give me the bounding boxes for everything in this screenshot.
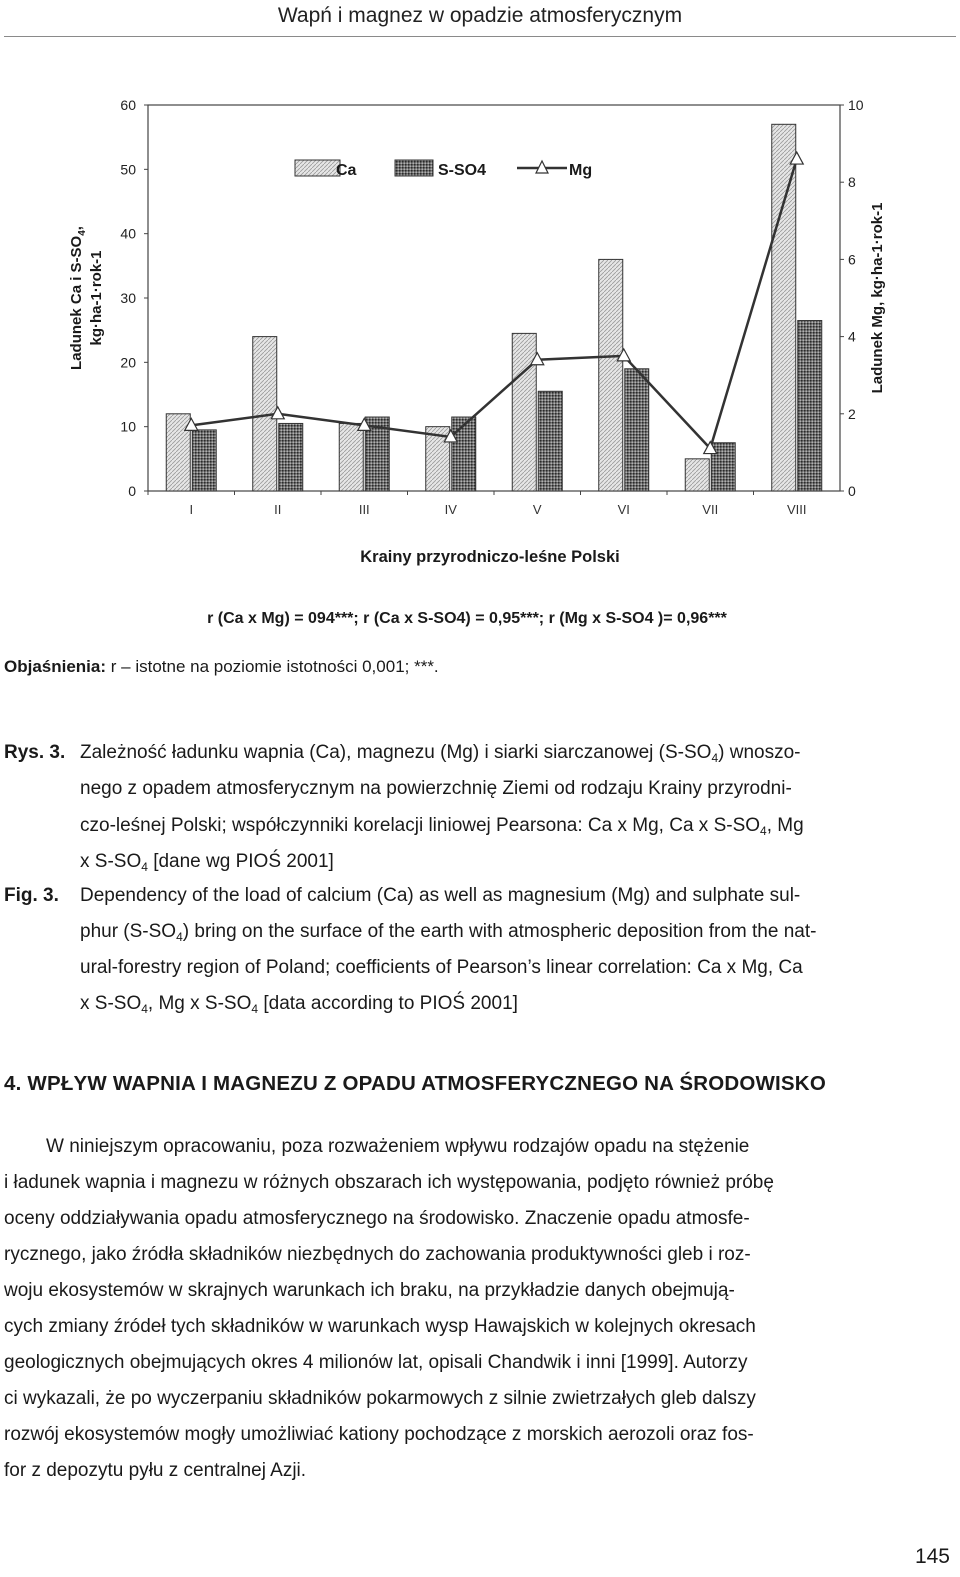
bar-line-chart: [0, 80, 960, 640]
x-tick-label: VI: [617, 502, 630, 517]
legend-label-mg: Mg: [569, 162, 593, 179]
legend-swatch-ca: [295, 160, 340, 176]
caption-en-line4-mid: , Mg x S-SO: [147, 993, 252, 1014]
caption-en-line4: x S-SO: [80, 993, 142, 1014]
subscript-4: 4: [760, 824, 767, 838]
caption-pl-line2: nego z opadem atmosferycznym na powierzchnię Ziemi od rodzaju Krainy przyrodni-: [80, 778, 792, 799]
y-left-tick-label: 60: [120, 97, 136, 113]
x-tick-label: VIII: [786, 502, 807, 517]
y-right-tick-label: 8: [848, 174, 856, 191]
bar-so4: [279, 423, 303, 491]
body-paragraph: [4, 1136, 952, 1496]
body-line: cych zmiany źródeł tych składników w warunkach wysp Hawajskich w kolejnych okresach: [4, 1316, 756, 1337]
x-axis-label: Krainy przyrodniczo-leśne Polski: [360, 548, 620, 566]
subscript-4: 4: [711, 751, 719, 765]
caption-en-line1: Dependency of the load of calcium (Ca) as well as magnesium (Mg) and sulphate sul-: [80, 885, 801, 906]
bar-so4: [625, 369, 649, 491]
x-tick-label: V: [532, 502, 542, 517]
body-line: rozwój ekosystemów mogły umożliwiać kationy pochodzące z morskich aerozoli oraz fos-: [4, 1424, 754, 1445]
body-line: rycznego, jako źródła składników niezbędnych do zachowania produktywności gleb i roz-: [4, 1244, 751, 1265]
y-right-tick-label: 0: [848, 483, 856, 499]
y-left-tick-label: 40: [120, 225, 136, 242]
y-axis-right-label: [869, 203, 886, 394]
bar-ca: [599, 259, 623, 491]
x-tick-label: II: [274, 502, 282, 517]
bar-ca: [772, 124, 796, 491]
x-tick-label: I: [189, 502, 194, 517]
subscript-4: 4: [176, 930, 183, 944]
explanation-text: r – istotne na poziomie istotności 0,001; ***.: [106, 657, 439, 676]
y-left-tick-label: 20: [120, 354, 136, 371]
y-left-tick-label: 0: [128, 483, 136, 499]
explanation-label: Objaśnienia:: [4, 657, 107, 676]
x-tick-label: III: [358, 502, 370, 517]
caption-pl-line1: Zależność ładunku wapnia (Ca), magnezu (Mg) i siarki siarczanowej (S-SO: [80, 742, 712, 763]
caption-pl-line3-end: , Mg: [766, 815, 804, 836]
caption-pl-line1-end: ) wnoszo-: [718, 742, 801, 763]
y-right-tick-label: 2: [848, 405, 856, 422]
plot-frame: [148, 105, 840, 491]
body-line: oceny oddziaływania opadu atmosferycznego na środowisko. Znaczenie opadu atmosfe-: [4, 1208, 750, 1229]
body-line: geologicznych obejmujących okres 4 milionów lat, opisali Chandwik i inni [1999]. Autorzy: [4, 1352, 748, 1373]
caption-polish: [4, 735, 952, 885]
caption-label-fig: Fig. 3.: [4, 885, 59, 906]
legend-label-so4: S-SO4: [438, 162, 487, 179]
caption-en-line3: ural-forestry region of Poland; coefficients of Pearson’s linear correlation: Ca x Mg, Ca: [80, 957, 803, 978]
bar-so4: [798, 321, 822, 491]
bar-so4: [452, 417, 476, 491]
chart-plot-area: [148, 105, 840, 491]
legend-swatch-so4: [395, 160, 433, 176]
correlation-text: r (Ca x Mg) = 094***; r (Ca x S-SO4) = 0,95***; r (Mg x S-SO4 )= 0,96***: [207, 610, 727, 627]
svg-text:Ladunek Ca i S-SO4,: Ladunek Ca i $S-SO_4$,: [68, 226, 88, 370]
section-heading: 4. WPŁYW WAPNIA I MAGNEZU Z OPADU ATMOSFERYCZNEGO NA ŚRODOWISKO: [4, 1072, 826, 1095]
bar-ca: [512, 333, 536, 491]
caption-en-line4-end: [data according to PIOŚ 2001]: [258, 993, 518, 1014]
svg-text:kg·ha-1·rok-1: kg·ha-1·rok-1: [88, 250, 105, 346]
body-line: for z depozytu pyłu z centralnej Azji.: [4, 1460, 307, 1481]
caption-pl-line3: czo-leśnej Polski; współczynniki korelacji liniowej Pearsona: Ca x Mg, Ca x S-SO: [80, 815, 761, 836]
y-axis-left-label: [68, 226, 105, 370]
explanation: [4, 657, 439, 677]
page-number: 145: [914, 1545, 950, 1568]
header-rule: [4, 36, 956, 37]
x-tick-label: IV: [444, 502, 457, 517]
y-right-tick-label: 4: [848, 328, 856, 345]
y-right-tick-label: 10: [848, 97, 864, 113]
y-left-tick-label: 30: [120, 290, 136, 306]
body-line: woju ekosystemów w skrajnych warunkach ich braku, na przykładzie danych obejmują-: [4, 1280, 735, 1301]
subscript-4: 4: [141, 860, 148, 874]
caption-en-line2: phur (S-SO: [80, 921, 177, 942]
caption-pl-line4: x S-SO: [80, 851, 142, 872]
svg-text:Ladunek Mg, kg·ha-1·rok-1: Ladunek Mg, kg·ha-1·rok-1: [869, 202, 886, 394]
y-left-tick-label: 50: [120, 161, 136, 178]
bar-so4: [192, 430, 216, 491]
y-right-tick-label: 6: [848, 251, 856, 268]
caption-pl-line4-end: [dane wg PIOŚ 2001]: [147, 851, 334, 872]
bar-so4: [538, 391, 562, 491]
caption-en-line2-end: ) bring on the surface of the earth with atmospheric deposition from the nat-: [182, 921, 817, 942]
running-header: Wapń i magnez w opadzie atmosferycznym: [277, 4, 683, 27]
bar-ca: [166, 414, 190, 491]
x-tick-label: VII: [702, 502, 719, 517]
caption-label-rys: Rys. 3.: [4, 742, 66, 763]
caption-english: [4, 878, 952, 1028]
bar-ca: [685, 459, 709, 491]
body-line: i ładunek wapnia i magnezu w różnych obszarach ich występowania, podjęto również próbę: [4, 1172, 774, 1193]
y-left-tick-label: 10: [120, 418, 136, 435]
subscript-4: 4: [141, 1002, 148, 1016]
subscript-4: 4: [251, 1002, 259, 1016]
legend-label-ca: Ca: [336, 162, 357, 179]
bar-ca: [339, 423, 363, 491]
body-line: W niniejszym opracowaniu, poza rozważeniem wpływu rodzajów opadu na stężenie: [46, 1136, 750, 1157]
body-line: ci wykazali, że po wyczerpaniu składników pokarmowych z silnie zwietrzałych gleb dalszy: [4, 1388, 756, 1409]
